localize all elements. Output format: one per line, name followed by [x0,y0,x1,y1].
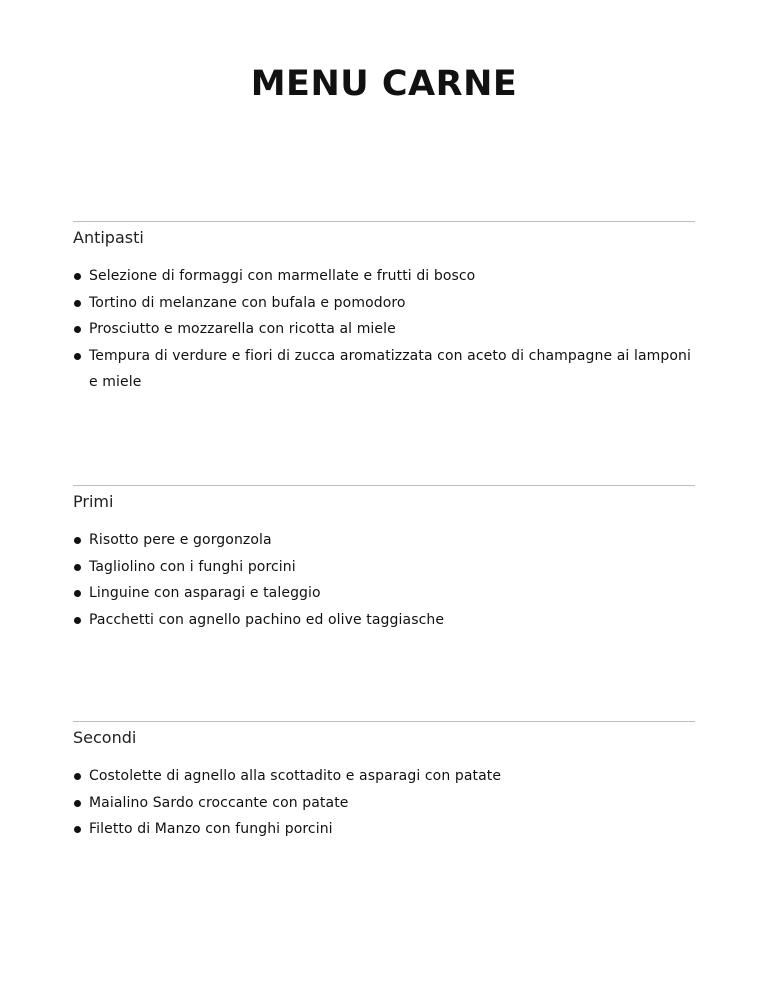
dish-item [73,316,695,343]
dish-name: Maialino Sardo croccante con patate [89,794,349,811]
bullet-icon [74,300,81,307]
section-secondi [73,721,695,843]
bullet-icon [74,537,81,544]
dish-item [73,290,695,317]
section-title: Primi [73,492,114,511]
dish-list [73,527,695,633]
dish-name: Selezione di formaggi con marmellate e frutti di bosco [89,268,476,284]
dish-item [73,554,695,581]
section-divider [73,221,695,222]
bullet-icon [74,826,81,833]
dish-name: Tempura di verdure e fiori di zucca aromatizzata con aceto di champagne ai lamponi e miele [89,347,691,390]
dish-item [73,816,695,843]
dish-name: Tagliolino con i funghi porcini [89,558,296,575]
dish-item [73,790,695,817]
dish-name: Filetto di Manzo con funghi porcini [89,821,333,837]
dish-item [73,343,695,396]
dish-name: Pacchetti con agnello pachino ed olive taggiasche [89,611,445,628]
dish-name: Costolette di agnello alla scottadito e asparagi con patate [89,768,502,784]
menu-title: MENU CARNE [250,64,518,104]
dish-item [73,527,695,554]
section-title: Antipasti [73,228,144,247]
section-divider [73,485,695,486]
dish-item [73,263,695,290]
bullet-icon [74,617,81,624]
dish-name: Risotto pere e gorgonzola [89,532,272,548]
dish-item [73,763,695,790]
bullet-icon [74,326,81,333]
dish-name: Tortino di melanzane con bufala e pomodoro [89,294,406,311]
bullet-icon [74,564,81,571]
dish-list [73,763,695,843]
bullet-icon [74,273,81,280]
dish-name: Linguine con asparagi e taleggio [89,585,321,601]
dish-name: Prosciutto e mozzarella con ricotta al miele [89,321,396,337]
bullet-icon [74,773,81,780]
dish-item [73,607,695,634]
section-title: Secondi [73,728,137,747]
section-divider [73,721,695,722]
section-primi [73,485,695,633]
section-antipasti [73,221,695,396]
dish-list [73,263,695,396]
dish-item [73,580,695,607]
bullet-icon [74,800,81,807]
bullet-icon [74,353,81,360]
bullet-icon [74,590,81,597]
